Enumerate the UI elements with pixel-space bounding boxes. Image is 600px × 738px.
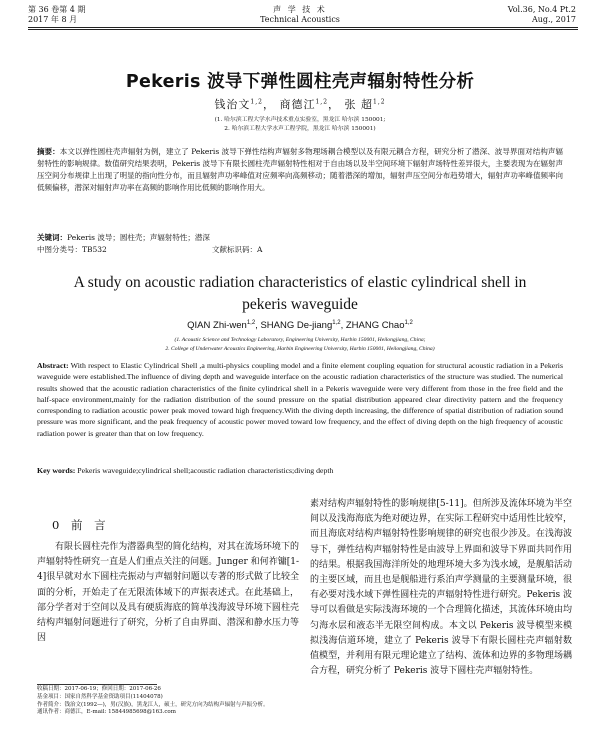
footnote-rule (37, 684, 157, 685)
author-en-sup: 1,2 (332, 320, 341, 326)
keywords-cn (37, 232, 563, 244)
footnote-author: 作者简介：钱治文(1992—)，男(汉族)，黑龙江人，硕士，研究方向为结构声辐射与声振分析。 (37, 701, 269, 708)
affiliation-cn-2: 2. 哈尔滨工程大学水声工程学院，黑龙江 哈尔滨 150001) (224, 126, 376, 132)
header-date-cn: 2017 年 8 月 (28, 15, 78, 24)
author-en-sup: 1,2 (404, 320, 413, 326)
affiliation-en-1: (1. Acoustic Science and Technology Laboratory, Engineering University, Harbin 150001, Heilongjiang, China; (174, 337, 426, 343)
abstract-en (37, 360, 563, 464)
doc-code-value: A (257, 245, 263, 254)
header-rule-bottom (28, 29, 578, 30)
body-right-text: 素对结构声辐射特性的影响规律[5-11]。但所涉及流体环境为半空间以及浅海海底为绝对硬边界，在实际工程研究中适用性比较窄，而且海底对结构声辐射特性影响规律的研究也很少涉及。在浅海波导下，弹性结构声辐射特性是由波导上界面和波导下界面共同作用的结果。根据我国海洋所处的地理环境大多为浅水域，是舰船活动的主要区域，而且也是舰船进行系泊声学测量的主要测量环境，很有必要对浅水域下弹性圆柱壳的声辐射特性进行研究。Pekeris 波导可以看做是实际浅海环境的一个合理简化描述，其流体环境由均匀海水层和液态半无限空间构成。本文以 Pekeris 波导模型来模拟浅海信道环境，建立了 Pekeris 波导下有限长圆柱壳声辐射数值模型，并利用有限元理论建立了结构、流体和边界的多物理场耦合方程，研究分析了 Pekeris 波导下圆柱壳声辐射特性。 (310, 499, 572, 677)
abstract-en-text: With respect to Elastic Cylindrical Shell ,a multi-physics coupling model and a finite element coupling equation for structural acoustic radiation in a Pekeris waveguide were established.The influence of diving depth and waveguide interface on the acoustic radiation characteristics of the structure was studied. The numerical results showed that the acoustic radiation characteristics of the finite cylindrical shell in a Pekeris waveguide were very different from those in the free field and the half-space environment,mainly for the radiation distribution of the sound pressure on the spatial distribution appeared clear directivity pattern and the frequency corresponding to radiation acoustic power peak moved toward high frequency.With the diving depth increasing, the difference of spatial distribution of radiation sound pressure was more significant, and the peak frequency of acoustic power moved toward low frequency, and the effect of diving depth on the high frequency of acoustic radiation power is greater than that on low frequency. (37, 361, 563, 438)
body-left-text: 有限长圆柱壳作为潜器典型的简化结构，对其在流场环境下的声辐射特性研究一直是人们重点关注的问题。Junger 和何祚镛[1-4]很早就对水下圆柱壳振动与声辐射问题以专著的形式做了比较全面的分析，开始走了在无限流体域下的声振表述式。在此基础上，部分学者对于空间以及具有硬质海底的简单浅海波导环境下圆柱壳结构声辐射问题进行了研究，分析了自由界面、潜深和静水压力等因 (37, 542, 299, 644)
abstract-cn-text: 本文以弹性圆柱壳声辐射为例，建立了 Pekeris 波导下弹性结构声辐射多物理场耦合模型以及有限元耦合方程，研究分析了潜深、波导界面对结构声辐射特性的影响规律。数值研究结果表明，Pekeris 波导下有限长圆柱壳声辐射特性相对于自由场以及半空间环境下辐射声场特性差异很大，主要表现为在辐射声压空间分布规律上出现了明显的指向性分布，而且辐射声功率峰值对应频率向高频移动；随着潜深的增加，辐射声压空间分布趋势增大，辐射声功率峰值频率向低频偏移，潜深对辐射声功率在高频的影响作用比低频的影响作用大。 (37, 147, 563, 192)
paper-title-en: A study on acoustic radiation characteristics of elastic cylindrical shell in pekeris waveguide (73, 274, 527, 313)
header-rule-top (28, 27, 578, 28)
footnotes (37, 686, 299, 717)
clc-value: TB532 (82, 245, 107, 254)
paper-title-cn: Pekeris 波导下弹性圆柱壳声辐射特性分析 (125, 72, 475, 92)
author-cn-sup: 1,2 (250, 98, 263, 106)
author-cn: 张 超 (344, 98, 374, 111)
author-cn: 钱治文 (214, 98, 251, 111)
author-en: QIAN Zhi-wen (187, 320, 247, 332)
doc-code-label: 文献标识码： (212, 245, 257, 254)
author-cn: 商德江 (279, 98, 316, 111)
section-heading: 0 前 言 (52, 518, 110, 532)
header-journal-en: Technical Acoustics (260, 15, 340, 24)
authors-cn: 钱治文$^{1,2}$， 商德江$^{1,2}$， 张 超$^{1,2}$ (214, 98, 386, 111)
authors-en: QIAN Zhi-wen$^{1,2}$, SHANG De-jiang$^{1,2}$, ZHANG Chao$^{1,2}$ (187, 320, 413, 332)
author-cn-sup: 1,2 (315, 98, 329, 106)
author-en: ZHANG Chao (345, 320, 405, 332)
affiliation-en-2: 2. College of Underwater Acoustics Engineering, Harbin Engineering University, Harbin 150001, Heilongjiang, China) (165, 346, 435, 352)
footnote-received: 收稿日期：2017-06-19；修回日期：2017-06-26 (37, 686, 161, 692)
clc-label: 中图分类号： (37, 245, 82, 254)
header-volume-cn: 第 36 卷第 4 期 (28, 5, 86, 14)
body-column-left (37, 540, 299, 680)
abstract-en-label: Abstract: (37, 361, 69, 370)
header-volume-en: Vol.36, No.4 Pt.2 (507, 5, 576, 14)
abstract-cn-label: 摘要： (37, 147, 60, 156)
abstract-cn (37, 146, 563, 230)
author-cn-sup: 1,2 (373, 98, 386, 106)
keywords-en-label: Key words: (37, 466, 76, 475)
clc-number (37, 244, 107, 256)
keywords-en (37, 465, 563, 476)
footnote-correspondence: 通讯作者：商德江，E-mail: 15844985698@163.com (37, 709, 176, 716)
keywords-cn-label: 关键词： (37, 233, 67, 242)
author-en: SHANG De-jiang (260, 320, 333, 332)
keywords-en-text: Pekeris waveguide;cylindrical shell;acoustic radiation characteristics;diving depth (77, 466, 334, 475)
document-code (212, 244, 262, 256)
body-column-right (310, 497, 572, 735)
keywords-cn-text: Pekeris 波导；圆柱壳；声辐射特性；潜深 (67, 233, 210, 242)
author-en-sup: 1,2 (246, 320, 256, 326)
header-journal-cn: 声 学 技 术 (273, 5, 327, 14)
header-date-en: Aug., 2017 (531, 15, 576, 24)
header-right (508, 5, 576, 25)
footnote-funding: 基金项目：国家自然科学基金资助项目(11404078) (37, 693, 163, 700)
affiliation-cn-1: (1. 哈尔滨工程大学水声技术重点实验室，黑龙江 哈尔滨 150001; (214, 117, 386, 123)
